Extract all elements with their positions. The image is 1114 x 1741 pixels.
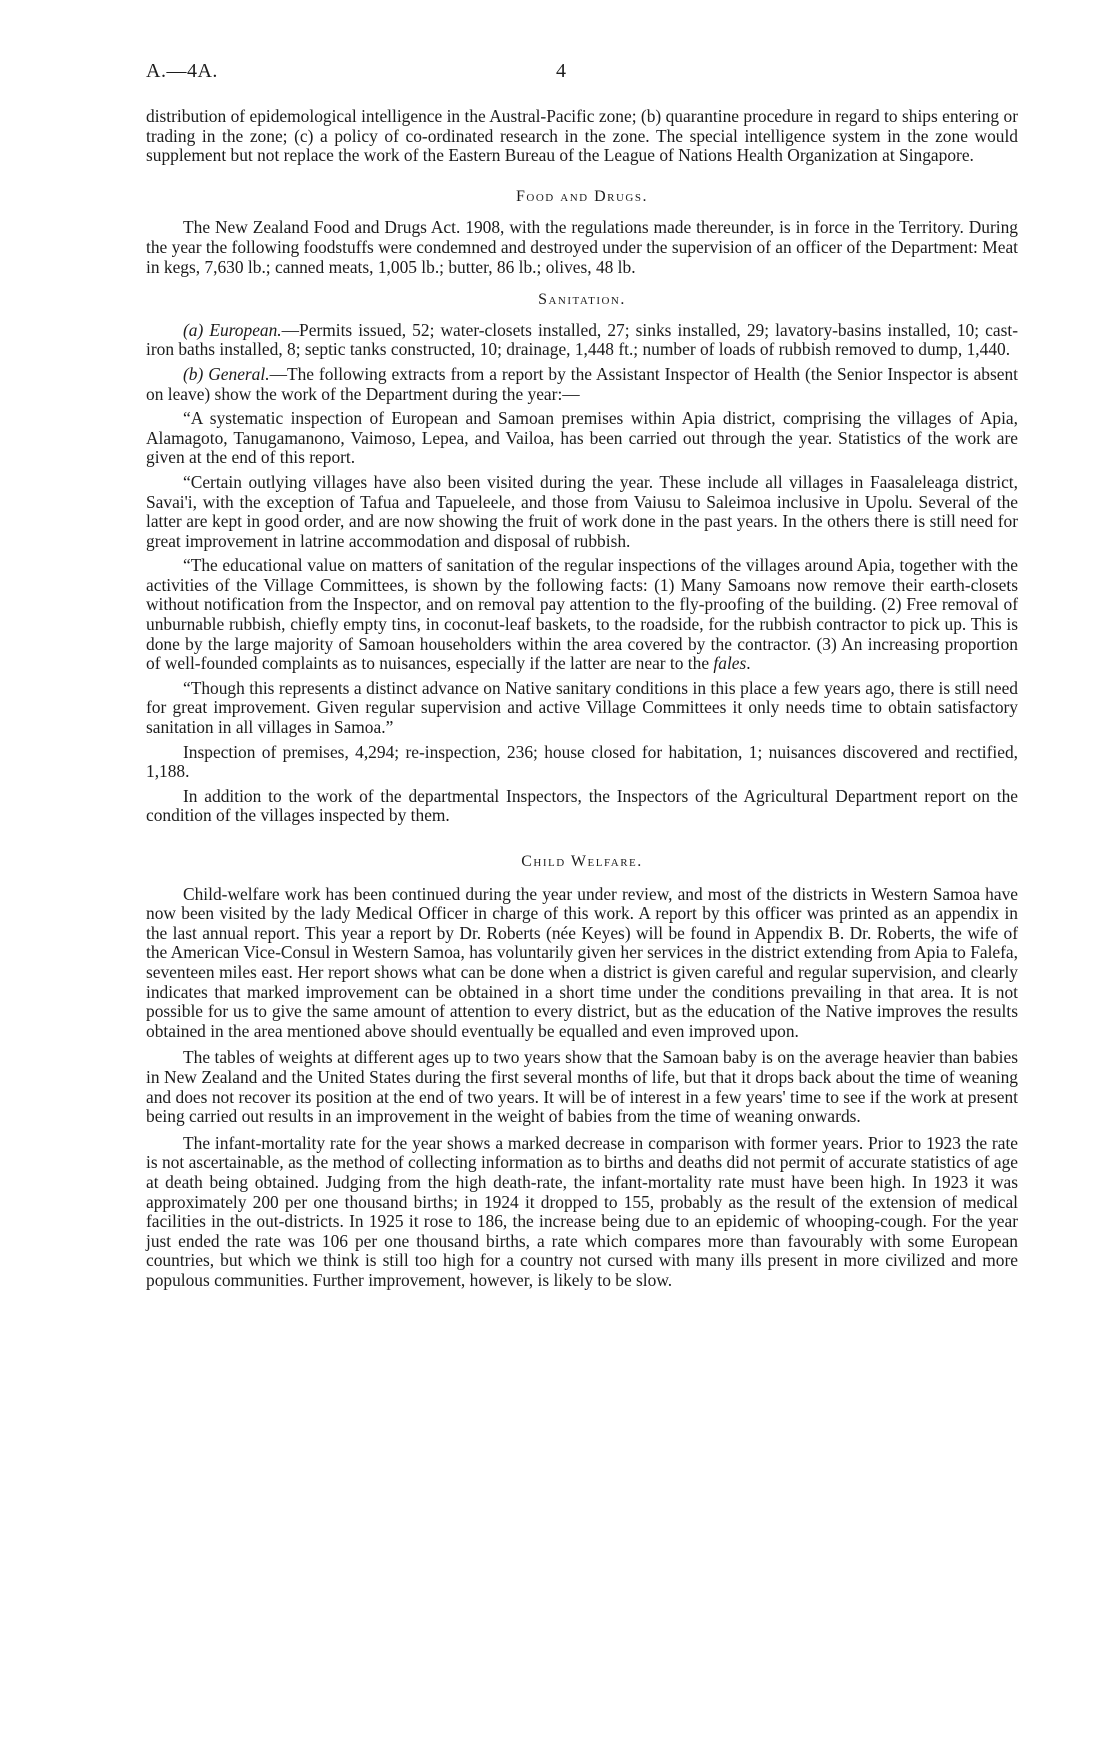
quote-educational-text: “The educational value on matters of sanitation of the regular inspections of the villages around Apia, together with the activities of the Village Committees, is shown by the following facts: (1) Many Samoans now remove their earth-closets without notification from the Inspector, and on removal pay attention to the fly-proofing of the building. (2) Free removal of unburnable rubbish, chiefly empty tins, in coconut-leaf baskets, to the roadside, for the rubbish contractor to pick up. This is done by the large majority of Samoan householders within the area covered by the contractor. (3) An increasing proportion of well-founded complaints as to nuisances, especially if the latter are near to the — [146, 555, 1018, 674]
paragraph-european — [146, 321, 1018, 360]
quote-systematic-inspection: “A systematic inspection of European and Samoan premises within Apia district, comprising the villages of Apia, Alamagoto, Tanugamanono, Vaimoso, Lepea, and Vailoa, has been carried out through the year. Statistics of the work are given at the end of this report. — [146, 408, 1018, 468]
general-label: (b) General. — [183, 363, 270, 384]
european-text: —Permits issued, 52; water-closets installed, 27; sinks installed, 29; lavatory-basins installed, 10; cast-iron baths installed, 8; septic tanks constructed, 10; drainage, 1,448 ft.; number of loads of rubbish removed to dump, 1,440. — [146, 319, 1018, 360]
document-body — [146, 107, 1018, 1295]
page-header — [146, 60, 1018, 86]
paragraph-epidemiological: distribution of epidemological intelligence in the Austral-Pacific zone; (b) quarantine procedure in regard to ships entering or trading in the zone; (c) a policy of co-ordinated research in the zone. The special intelligence system in the zone would supplement but not replace the work of the Eastern Bureau of the League of Nations Health Organization at Singapore. — [146, 106, 1018, 166]
paragraph-agricultural-inspectors: In addition to the work of the departmental Inspectors, the Inspectors of the Agricultural Department report on the condition of the villages inspected by them. — [146, 785, 1018, 826]
section-heading-child-welfare: Child Welfare. — [521, 853, 643, 870]
quote-educational-value — [146, 556, 1018, 674]
section-heading-sanitation: Sanitation. — [538, 291, 626, 309]
document-reference: A.—4A. — [146, 60, 218, 82]
paragraph-food-and-drugs: The New Zealand Food and Drugs Act. 1908, with the regulations made thereunder, is in force in the Territory. During the year the following foodstuffs were condemned and destroyed under the supervision of an officer of the Department: Meat in kegs, 7,630 lb.; canned meats, 1,005 lb.; butter, 86 lb.; olives, 48 lb. — [146, 217, 1018, 277]
general-text: —The following extracts from a report by the Assistant Inspector of Health (the Senior Inspector is absent on leave) show the work of the Department during the year:— — [146, 363, 1018, 404]
paragraph-general — [146, 365, 1018, 404]
quote-educational-end: . — [746, 653, 751, 674]
quote-distinct-advance: “Though this represents a distinct advance on Native sanitary conditions in this place a few years ago, there is still need for great improvement. Given regular supervision and active Village Committees it only needs time to obtain satisfactory sanitation in all villages in Samoa.” — [146, 677, 1018, 738]
page-number: 4 — [556, 60, 566, 82]
paragraph-baby-weights: The tables of weights at different ages up to two years show that the Samoan baby is on the average heavier than babies in New Zealand and the United States during the first several months of life, but that it drops back about the time of weaning and does not recover its position at the end of two years. It will be of interest in a few years' time to see if the work at present being carried out results in an improvement in the weight of babies from the time of weaning onwards. — [146, 1047, 1018, 1127]
quote-outlying-villages: “Certain outlying villages have also been visited during the year. These include all villages in Faasaleleaga district, Savai'i, with the exception of Tafua and Tapueleele, and those from Vaiusu to Saleimoa inclusive in Upolu. Several of the latter are kept in good order, and are now showing the fruit of work done in the past years. In the others there is still need for great improvement in latrine accommodation and disposal of rubbish. — [146, 471, 1018, 551]
paragraph-inspection-statistics: Inspection of premises, 4,294; re-inspection, 236; house closed for habitation, 1; nuisances discovered and rectified, 1,188. — [146, 741, 1018, 782]
section-heading-food-and-drugs: Food and Drugs. — [516, 187, 648, 205]
paragraph-infant-mortality: The infant-mortality rate for the year shows a marked decrease in comparison with former years. Prior to 1923 the rate is not ascertainable, as the method of collecting information as to births and deaths did not permit of accurate statistics of age at death being obtained. Judging from the high death-rate, the infant-mortality rate must have been high. In 1923 it was approximately 200 per one thousand births; in 1924 it dropped to 155, probably as the result of the extension of medical facilities in the out-districts. In 1925 it rose to 186, the increase being due to an epidemic of whooping-cough. For the year just ended the rate was 106 per one thousand births, a rate which compares more than favourably with some European countries, but which we think is still too high for a country not cursed with many ills present in more civilized and more populous communities. Further improvement, however, is likely to be slow. — [146, 1132, 1018, 1290]
paragraph-child-welfare-work: Child-welfare work has been continued during the year under review, and most of the districts in Western Samoa have now been visited by the lady Medical Officer in charge of this work. A report by this officer was printed as an appendix in the last annual report. This year a report by Dr. Roberts (née Keyes) will be found in Appendix B. Dr. Roberts, the wife of the American Vice-Consul in Western Samoa, has voluntarily given her services in the district extending from Apia to Falefa, seventeen miles east. Her report shows what can be done when a district is given careful and regular supervision, and clearly indicates that marked improvement can be obtained in a short time under the conditions prevailing in that area. It is not possible for us to give the same amount of attention to every district, but as the education of the Native improves the results obtained in the area mentioned above should eventually be equalled and even improved upon. — [146, 883, 1018, 1041]
fales-term: fales — [713, 653, 747, 674]
european-label: (a) European. — [183, 319, 282, 340]
